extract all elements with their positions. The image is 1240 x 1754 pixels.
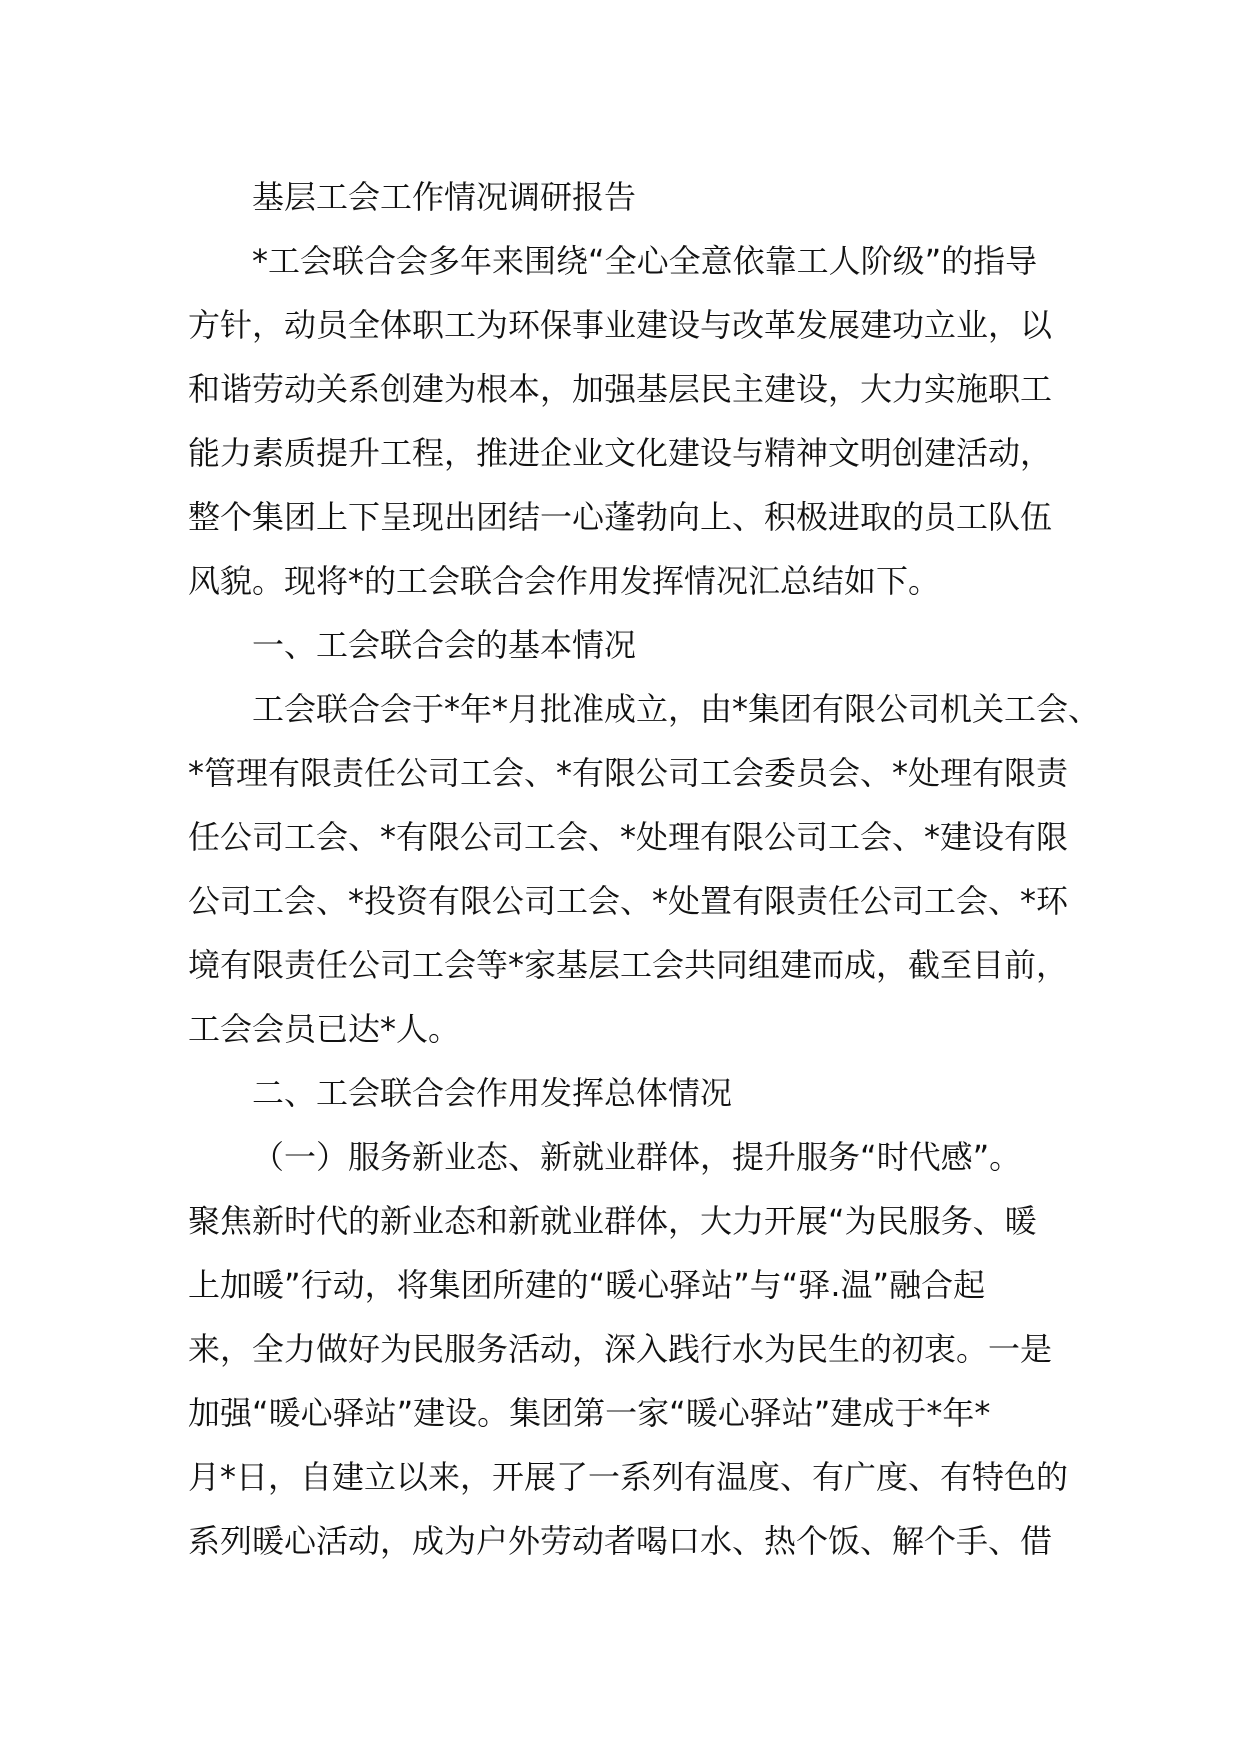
- paragraph-2-line-6: 工会会员已达*人。: [188, 1010, 461, 1048]
- paragraph-2-line-1: 工会联合会于*年*月批准成立，由*集团有限公司机关工会、: [252, 690, 1101, 728]
- paragraph-1-line-5: 整个集团上下呈现出团结一心蓬勃向上、积极进取的员工队伍: [188, 498, 1053, 536]
- paragraph-3-line-1: （一）服务新业态、新就业群体，提升服务“时代感”。: [252, 1138, 1022, 1176]
- paragraph-2-line-4: 公司工会、*投资有限公司工会、*处置有限责任公司工会、*环: [188, 882, 1069, 920]
- document-title: 基层工会工作情况调研报告: [252, 178, 637, 216]
- section-heading-1: 一、工会联合会的基本情况: [252, 626, 637, 664]
- section-heading-2: 二、工会联合会作用发挥总体情况: [252, 1074, 733, 1112]
- paragraph-1-line-3: 和谐劳动关系创建为根本，加强基层民主建设，大力实施职工: [188, 370, 1053, 408]
- paragraph-3-line-4: 来，全力做好为民服务活动，深入践行水为民生的初衷。一是: [188, 1330, 1053, 1368]
- paragraph-3-line-6: 月*日，自建立以来，开展了一系列有温度、有广度、有特色的: [188, 1458, 1069, 1496]
- paragraph-3-line-3: 上加暖”行动，将集团所建的“暖心驿站”与“驿.温”融合起: [188, 1266, 986, 1304]
- paragraph-1-line-2: 方针，动员全体职工为环保事业建设与改革发展建功立业，以: [188, 306, 1053, 344]
- paragraph-3-line-2: 聚焦新时代的新业态和新就业群体，大力开展“为民服务、暖: [188, 1202, 1037, 1240]
- paragraph-3-line-7: 系列暖心活动，成为户外劳动者喝口水、热个饭、解个手、借: [188, 1522, 1053, 1560]
- document-body: [188, 165, 1101, 1573]
- paragraph-2-line-5: 境有限责任公司工会等*家基层工会共同组建而成，截至目前，: [188, 946, 1069, 984]
- paragraph-2-line-2: *管理有限责任公司工会、*有限公司工会委员会、*处理有限责: [188, 754, 1069, 792]
- paragraph-1-line-4: 能力素质提升工程，推进企业文化建设与精神文明创建活动，: [188, 434, 1053, 472]
- paragraph-1-line-6: 风貌。现将*的工会联合会作用发挥情况汇总结如下。: [188, 562, 941, 600]
- paragraph-1-line-1: *工会联合会多年来围绕“全心全意依靠工人阶级”的指导: [252, 242, 1038, 280]
- paragraph-2-line-3: 任公司工会、*有限公司工会、*处理有限公司工会、*建设有限: [188, 818, 1069, 856]
- paragraph-3-line-5: 加强“暖心驿站”建设。集团第一家“暖心驿站”建成于*年*: [188, 1394, 991, 1432]
